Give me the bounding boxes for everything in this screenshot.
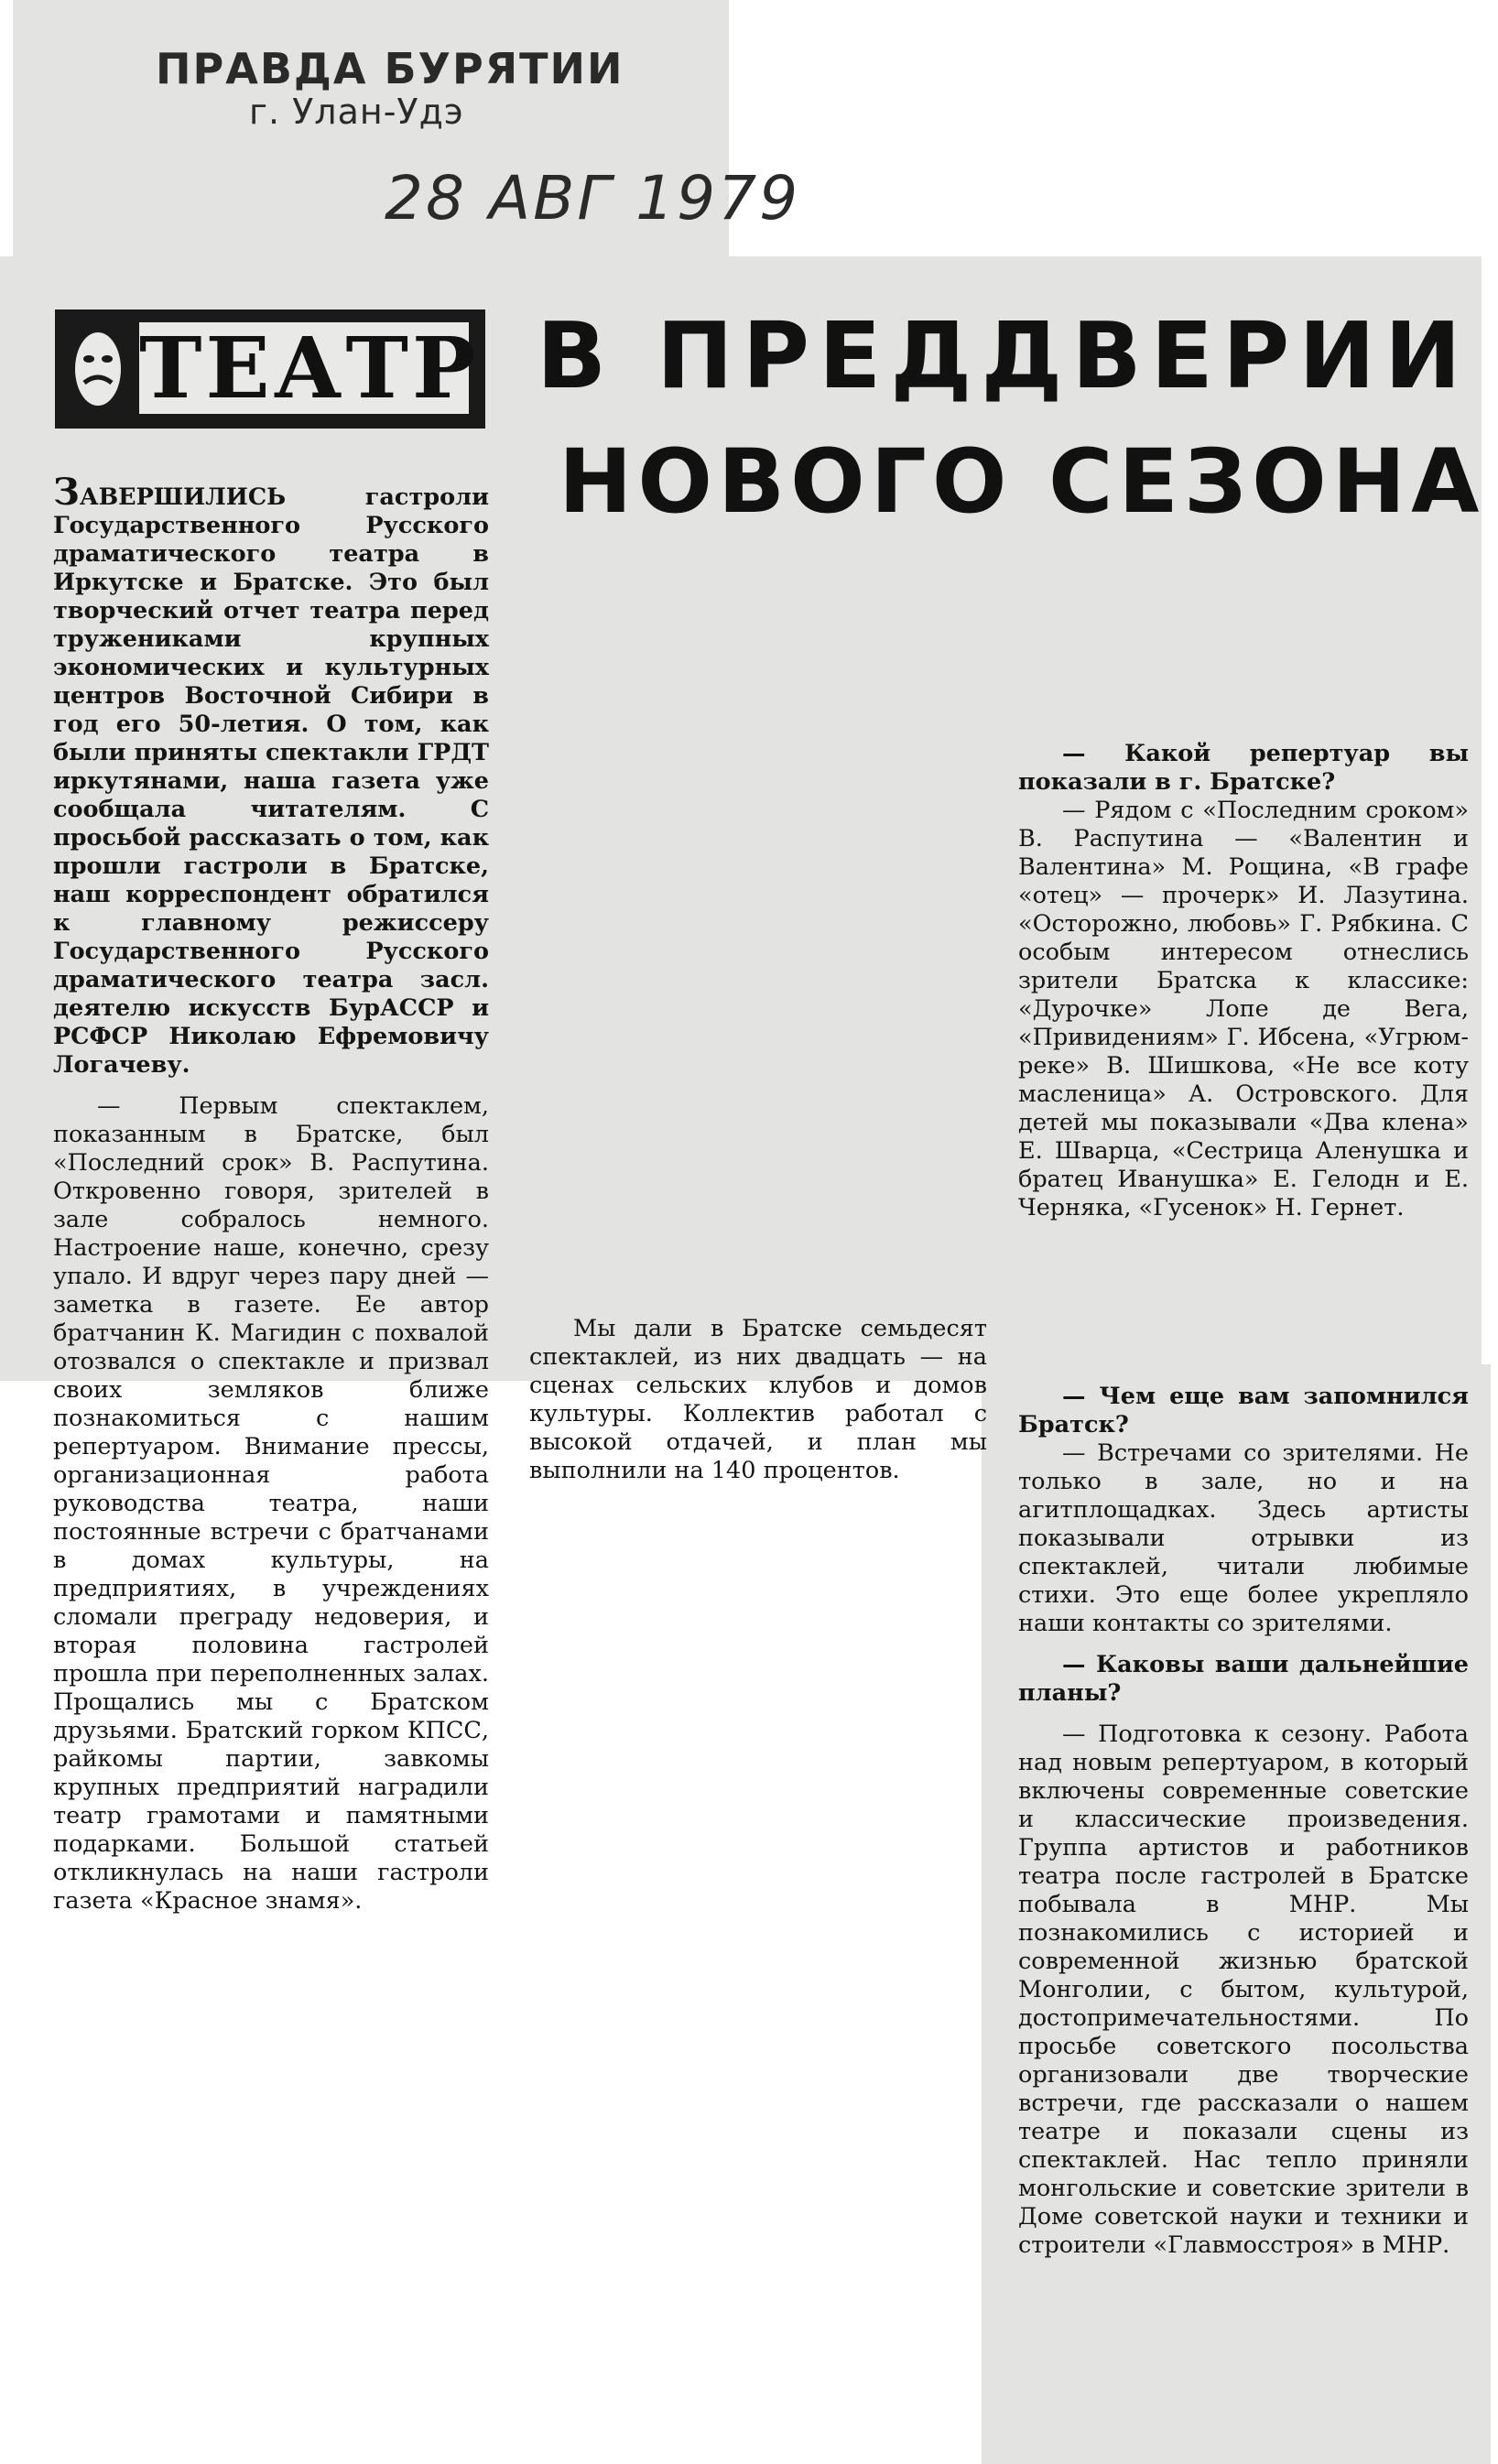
question-repertoire: — Какой репертуар вы показали в г. Братске? <box>1018 740 1469 796</box>
article-column-2 <box>529 540 987 1485</box>
answer-first-show: — Первым спектаклем, показанным в Братске, был «Последний срок» В. Распутина. Откровенно говоря, зрителей в зале собралось немного. Настроение наше, конечно, срезу упало. И вдруг через пару дней — заметка в газете. Ее автор братчанин К. Магидин с похвалой отозвался о спектакле и призвал своих земляков ближе познакомиться с нашим репертуаром. Внимание прессы, организационная работа руководства театра, наши постоянные встречи с братчанами в домах культуры, на предприятиях, в учреждениях сломали преграду недоверия, и вторая половина гастролей прошла при переполненных залах. Прощались мы с Братском друзьями. Братский горком КПСС, райкомы партии, завкомы крупных предприятий наградили театр грамотами и памятными подарками. Большой статьей откликнулась на наши гастроли газета «Красное знамя». <box>53 1092 489 1915</box>
answer-plans: — Подготовка к сезону. Работа над новым репертуаром, в который включены современные советские и классические произведения. Группа артистов и работников театра после гастролей в Братске побывала в МНР. Мы познакомились с историей и современной жизнью братской Монголии, с бытом, культурой, достопримечательностями. По просьбе советского посольства организовали две творческие встречи, где рассказали о нашем театре и показали сцены из спектаклей. Нас тепло приняли монгольские и советские зрители в Доме советской науки и техники и строители «Главмосстроя» в МНР. <box>1018 1720 1469 2259</box>
date-stamp: 28 АВГ 1979 <box>385 163 801 233</box>
article-column-4 <box>1018 1383 1469 2260</box>
headline-line-1: В ПРЕДДВЕРИИ <box>537 302 1471 409</box>
intro-text: АВЕРШИЛИСЬ гастроли Государственного Русского драматического театра в Иркутске и Братске. Это был творческий отчет театра перед тружениками крупных экономических и культурных центров Восточной Сибири в год его 50-летия. О том, как были приняты спектакли ГРДТ иркутянами, наша газета уже сообщала читателям. С просьбой рассказать о том, как прошли гастроли в Братске, наш корреспондент обратился к главному режиссеру Государственного Русского драматического театра засл. деятелю искусств БурАССР и РСФСР Николаю Ефремовичу Логачеву. <box>53 483 489 1079</box>
headline-line-2: НОВОГО СЕЗОНА <box>559 430 1485 533</box>
rubric-title: ТЕАТР <box>139 319 480 418</box>
theatre-mask-icon <box>71 326 125 412</box>
answer-repertoire: — Рядом с «Последним сроком» В. Распутина — «Валентин и Валентина» М. Рощина, «В графе «отец» — прочерк» И. Лазутина. «Осторожно, любовь» Г. Рябкина. С особым интересом отнеслись зрители Братска к классике: «Дурочке» Лопе де Вега, «Привидениям» Г. Ибсена, «Угрюм-реке» В. Шишкова, «Не все коту масленица» А. Островского. Для детей мы показывали «Два клена» Е. Шварца, «Сестрица Аленушка и братец Иванушка» Е. Гелодн и Е. Черняка, «Гусенок» Н. Гернет. <box>1018 797 1469 1221</box>
article-column-1 <box>53 471 489 1915</box>
answer-remembered: — Встречами со зрителями. Не только в зале, но и на агитплощадках. Здесь артисты показывали отрывки из спектаклей, читали любимые стихи. Это еще более укрепляло наши контакты со зрителями. <box>1018 1439 1469 1637</box>
question-plans: — Каковы ваши дальнейшие планы? <box>1018 1651 1469 1707</box>
rubric-banner <box>55 309 485 429</box>
drop-cap: З <box>53 471 80 514</box>
question-remembered: — Чем еще вам запомнился Братск? <box>1018 1383 1469 1438</box>
city-stamp: г. Улан-Удэ <box>249 92 464 132</box>
article-intro <box>53 471 489 1080</box>
article-column-3 <box>1018 546 1469 1222</box>
answer-seventy-shows: Мы дали в Братске семьдесят спектаклей, из них двадцать — на сценах сельских клубов и домов культуры. Коллектив работал с высокой отдачей, и план мы выполнили на 140 процентов. <box>529 1315 987 1484</box>
newspaper-name-stamp: ПРАВДА БУРЯТИИ <box>156 44 624 93</box>
